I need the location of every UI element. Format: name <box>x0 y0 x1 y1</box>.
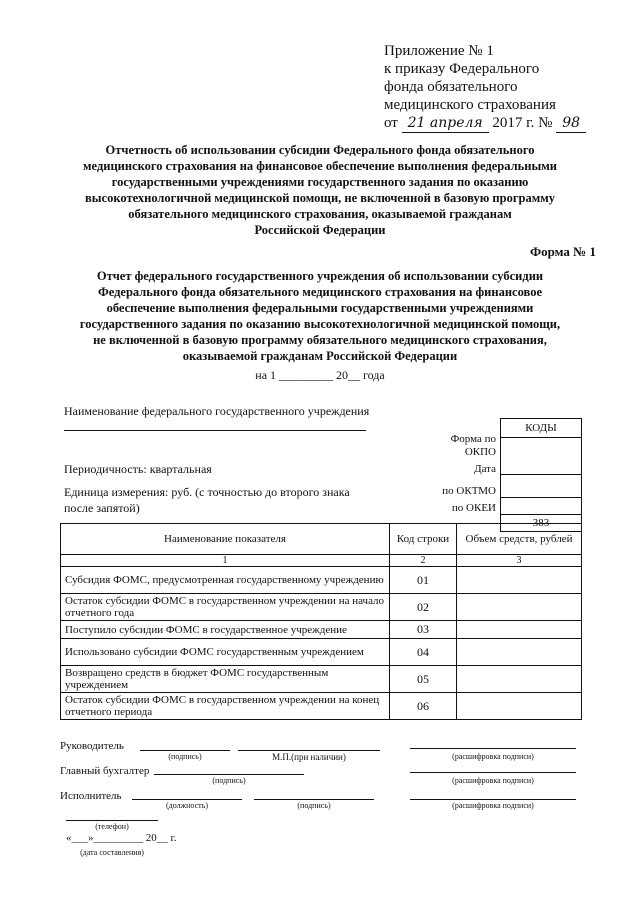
accountant-signature-field[interactable] <box>154 774 304 775</box>
column-number: 3 <box>457 555 582 567</box>
head-label: Руководитель <box>60 740 124 752</box>
appendix-line-2: к приказу Федерального <box>384 61 540 77</box>
row-code: 04 <box>390 639 457 666</box>
executor-decoding-caption: (расшифровка подписи) <box>452 801 534 810</box>
column-number: 1 <box>61 555 390 567</box>
phone-field[interactable] <box>66 820 158 821</box>
phone-caption: (телефон) <box>95 822 129 831</box>
row-name: Поступило субсидии ФОМС в государственное учреждение <box>61 621 390 639</box>
codes-table <box>500 418 582 532</box>
indicators-table <box>60 523 582 720</box>
executor-position-field[interactable] <box>132 799 242 800</box>
table-row <box>61 639 582 666</box>
report-title: Отчетность об использовании субсидии Федерального фонда обязательного медицинского страхования на финансовое обеспечение выполнения федеральными государственными учреждениями государственного задания по оказанию высокотехнологичной медицинской помощи, не включенной в базовую программу обязательного медицинского страхования, оказываемой гражданам Российской Федерации <box>83 143 557 237</box>
head-stamp-field[interactable] <box>238 750 380 751</box>
row-name: Остаток субсидии ФОМС в государственном учреждении на начало отчетного года <box>61 594 390 621</box>
institution-name-field[interactable] <box>64 430 366 431</box>
row-code: 06 <box>390 693 457 720</box>
form-title: Отчет федерального государственного учреждения об использовании субсидии Федерального фонда обязательного медицинского страхования на финансовое обеспечение выполнения федеральными государственными учреждениями государственного задания по оказанию высокотехнологичной медицинской помощи, не включенной в базовую программу обязательного медицинского страхования, оказываемой гражданам Российской Федерации <box>79 269 561 363</box>
row-amount[interactable] <box>457 639 582 666</box>
table-row <box>61 666 582 693</box>
date-label: Дата <box>474 463 496 475</box>
compile-date-caption: (дата составления) <box>80 848 144 857</box>
date-code-cell[interactable] <box>501 475 582 498</box>
position-caption: (должность) <box>166 801 208 810</box>
appendix-line-3: фонда обязательного <box>384 79 518 95</box>
institution-label: Наименование федерального государственного учреждения <box>64 404 370 418</box>
okei-label: по ОКЕИ <box>451 502 496 514</box>
executor-signature-caption: (подпись) <box>297 801 331 810</box>
column-number: 2 <box>390 555 457 567</box>
head-decoding-caption: (расшифровка подписи) <box>452 752 534 761</box>
appendix-date-line: от 21 апреля 2017 г. № 98 <box>384 114 614 133</box>
report-date-line: на 1 _________ 20__ года <box>255 368 385 382</box>
accountant-decoding-caption: (расшифровка подписи) <box>452 776 534 785</box>
stamp-caption: М.П.(при наличии) <box>272 752 346 762</box>
table-row <box>61 594 582 621</box>
appendix-block <box>384 42 614 133</box>
unit-label: Единица измерения: руб. (с точностью до второго знака после запятой) <box>64 485 350 515</box>
okpo-code-cell[interactable] <box>501 438 582 475</box>
codes-header: КОДЫ <box>501 419 582 438</box>
head-signature-caption: (подпись) <box>168 752 202 761</box>
accountant-label: Главный бухгалтер <box>60 765 150 777</box>
executor-label: Исполнитель <box>60 790 122 802</box>
okei-code-cell: 383 <box>501 515 582 532</box>
compile-date-line[interactable]: «___»_________ 20__ г. <box>66 832 177 844</box>
head-signature-field[interactable] <box>140 750 230 751</box>
row-name: Использовано субсидии ФОМС государственным учреждением <box>61 639 390 666</box>
row-code: 05 <box>390 666 457 693</box>
executor-decoding-field[interactable] <box>410 799 576 800</box>
table-row <box>61 621 582 639</box>
header-indicator: Наименование показателя <box>61 524 390 555</box>
okpo-label: Форма по ОКПО <box>450 433 496 458</box>
row-amount[interactable] <box>457 666 582 693</box>
executor-signature-field[interactable] <box>254 799 374 800</box>
appendix-line-4: медицинского страхования <box>384 97 556 113</box>
head-decoding-field[interactable] <box>410 748 576 749</box>
handwritten-date: 21 апреля <box>402 114 489 133</box>
header-row-code: Код строки <box>390 524 457 555</box>
row-amount[interactable] <box>457 621 582 639</box>
row-code: 02 <box>390 594 457 621</box>
appendix-line-1: Приложение № 1 <box>384 43 494 59</box>
row-code: 03 <box>390 621 457 639</box>
table-row <box>61 693 582 720</box>
row-amount[interactable] <box>457 693 582 720</box>
handwritten-order-number: 98 <box>556 114 586 133</box>
row-name: Остаток субсидии ФОМС в государственном учреждении на конец отчетного периода <box>61 693 390 720</box>
row-name: Субсидия ФОМС, предусмотренная государственному учреждению <box>61 567 390 594</box>
periodicity-label: Периодичность: квартальная <box>64 462 212 476</box>
row-code: 01 <box>390 567 457 594</box>
accountant-signature-caption: (подпись) <box>212 776 246 785</box>
row-amount[interactable] <box>457 594 582 621</box>
form-number: Форма № 1 <box>529 244 596 259</box>
oktmo-code-cell[interactable] <box>501 498 582 515</box>
oktmo-label: по ОКТМО <box>442 485 496 497</box>
row-name: Возвращено средств в бюджет ФОМС государственным учреждением <box>61 666 390 693</box>
row-amount[interactable] <box>457 567 582 594</box>
table-row <box>61 567 582 594</box>
accountant-decoding-field[interactable] <box>410 772 576 773</box>
header-amount: Объем средств, рублей <box>457 524 582 555</box>
